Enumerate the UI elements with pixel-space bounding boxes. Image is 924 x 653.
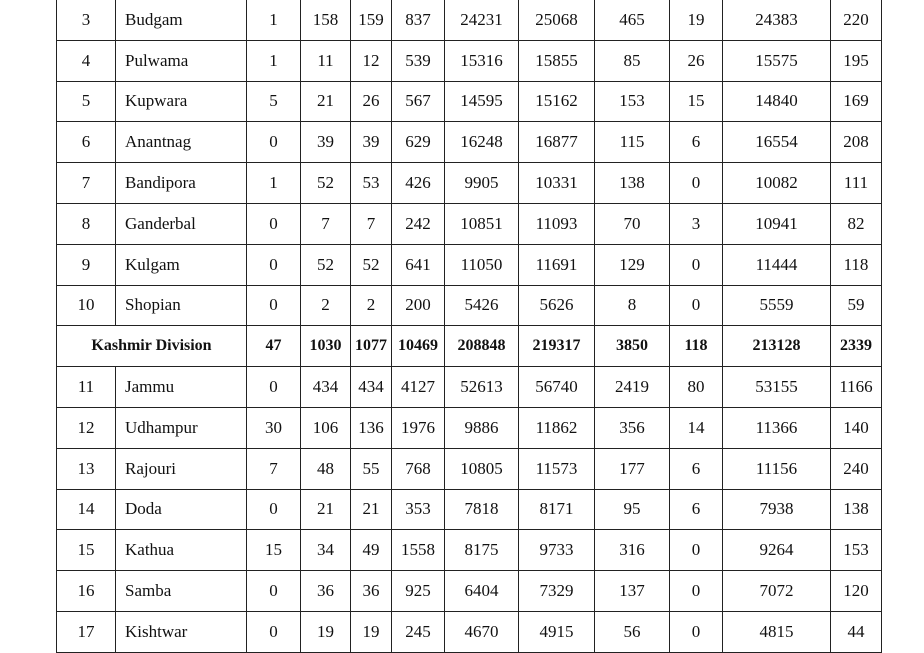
table-cell: 11862 bbox=[519, 407, 595, 448]
table-row bbox=[57, 244, 882, 285]
table-cell: 2 bbox=[301, 285, 351, 326]
table-cell: 21 bbox=[301, 489, 351, 530]
table-cell: 138 bbox=[595, 163, 670, 204]
table-cell: 0 bbox=[247, 611, 301, 652]
table-cell: 36 bbox=[351, 571, 392, 612]
table-cell: 34 bbox=[301, 530, 351, 571]
table-cell: 10082 bbox=[723, 163, 831, 204]
table-cell: 169 bbox=[831, 81, 882, 122]
table-cell: 52613 bbox=[445, 367, 519, 408]
district-name-cell: Samba bbox=[116, 571, 247, 612]
table-cell: 49 bbox=[351, 530, 392, 571]
table-cell: 10805 bbox=[445, 448, 519, 489]
table-cell: 7818 bbox=[445, 489, 519, 530]
table-cell: 70 bbox=[595, 203, 670, 244]
table-cell: 12 bbox=[351, 40, 392, 81]
district-name-cell: Kishtwar bbox=[116, 611, 247, 652]
table-cell: 0 bbox=[247, 203, 301, 244]
table-cell: 21 bbox=[351, 489, 392, 530]
table-cell: 24231 bbox=[445, 0, 519, 40]
table-cell: 11 bbox=[301, 40, 351, 81]
table-cell: 21 bbox=[301, 81, 351, 122]
table-cell: 15162 bbox=[519, 81, 595, 122]
table-cell: 15316 bbox=[445, 40, 519, 81]
table-cell: 118 bbox=[831, 244, 882, 285]
table-cell: 19 bbox=[670, 0, 723, 40]
table-cell: 220 bbox=[831, 0, 882, 40]
serial-number-cell: 14 bbox=[57, 489, 116, 530]
table-cell: 7 bbox=[247, 448, 301, 489]
table-cell: 10941 bbox=[723, 203, 831, 244]
serial-number-cell: 4 bbox=[57, 40, 116, 81]
table-cell: 140 bbox=[831, 407, 882, 448]
table-cell: 82 bbox=[831, 203, 882, 244]
table-cell: 59 bbox=[831, 285, 882, 326]
table-cell: 56 bbox=[595, 611, 670, 652]
serial-number-cell: 8 bbox=[57, 203, 116, 244]
table-cell: 245 bbox=[392, 611, 445, 652]
table-cell: 641 bbox=[392, 244, 445, 285]
table-cell: 48 bbox=[301, 448, 351, 489]
table-row bbox=[57, 163, 882, 204]
table-row bbox=[57, 285, 882, 326]
table-cell: 16248 bbox=[445, 122, 519, 163]
table-cell: 36 bbox=[301, 571, 351, 612]
table-cell: 14 bbox=[670, 407, 723, 448]
table-cell: 5559 bbox=[723, 285, 831, 326]
district-data-table bbox=[56, 0, 882, 653]
table-cell: 6 bbox=[670, 122, 723, 163]
table-cell: 55 bbox=[351, 448, 392, 489]
table-cell: 5426 bbox=[445, 285, 519, 326]
table-cell: 1030 bbox=[301, 326, 351, 367]
table-cell: 3850 bbox=[595, 326, 670, 367]
table-row bbox=[57, 122, 882, 163]
table-cell: 95 bbox=[595, 489, 670, 530]
table-cell: 353 bbox=[392, 489, 445, 530]
table-cell: 30 bbox=[247, 407, 301, 448]
table-cell: 213128 bbox=[723, 326, 831, 367]
table-cell: 14840 bbox=[723, 81, 831, 122]
table-cell: 7072 bbox=[723, 571, 831, 612]
table-cell: 5 bbox=[247, 81, 301, 122]
table-cell: 15575 bbox=[723, 40, 831, 81]
table-cell: 208 bbox=[831, 122, 882, 163]
table-cell: 195 bbox=[831, 40, 882, 81]
table-cell: 1976 bbox=[392, 407, 445, 448]
data-table-container bbox=[56, 0, 881, 653]
table-cell: 26 bbox=[670, 40, 723, 81]
table-cell: 0 bbox=[670, 611, 723, 652]
division-name-cell: Kashmir Division bbox=[57, 326, 247, 367]
table-cell: 11366 bbox=[723, 407, 831, 448]
table-cell: 11573 bbox=[519, 448, 595, 489]
table-cell: 7 bbox=[301, 203, 351, 244]
table-cell: 9886 bbox=[445, 407, 519, 448]
table-cell: 85 bbox=[595, 40, 670, 81]
district-name-cell: Kulgam bbox=[116, 244, 247, 285]
table-cell: 80 bbox=[670, 367, 723, 408]
table-cell: 7 bbox=[351, 203, 392, 244]
table-cell: 434 bbox=[351, 367, 392, 408]
table-cell: 242 bbox=[392, 203, 445, 244]
district-name-cell: Ganderbal bbox=[116, 203, 247, 244]
table-cell: 10469 bbox=[392, 326, 445, 367]
table-cell: 0 bbox=[670, 244, 723, 285]
table-cell: 8171 bbox=[519, 489, 595, 530]
table-cell: 426 bbox=[392, 163, 445, 204]
table-cell: 629 bbox=[392, 122, 445, 163]
table-cell: 0 bbox=[247, 489, 301, 530]
table-cell: 11691 bbox=[519, 244, 595, 285]
table-cell: 158 bbox=[301, 0, 351, 40]
serial-number-cell: 11 bbox=[57, 367, 116, 408]
table-cell: 2 bbox=[351, 285, 392, 326]
table-cell: 10851 bbox=[445, 203, 519, 244]
table-cell: 4670 bbox=[445, 611, 519, 652]
table-cell: 837 bbox=[392, 0, 445, 40]
table-cell: 10331 bbox=[519, 163, 595, 204]
district-name-cell: Budgam bbox=[116, 0, 247, 40]
district-name-cell: Kupwara bbox=[116, 81, 247, 122]
serial-number-cell: 3 bbox=[57, 0, 116, 40]
table-cell: 115 bbox=[595, 122, 670, 163]
table-cell: 52 bbox=[301, 244, 351, 285]
table-cell: 8175 bbox=[445, 530, 519, 571]
table-cell: 1 bbox=[247, 163, 301, 204]
table-row bbox=[57, 530, 882, 571]
table-cell: 52 bbox=[301, 163, 351, 204]
table-cell: 219317 bbox=[519, 326, 595, 367]
district-name-cell: Bandipora bbox=[116, 163, 247, 204]
table-cell: 177 bbox=[595, 448, 670, 489]
table-cell: 3 bbox=[670, 203, 723, 244]
table-row bbox=[57, 407, 882, 448]
serial-number-cell: 6 bbox=[57, 122, 116, 163]
table-cell: 11156 bbox=[723, 448, 831, 489]
table-cell: 925 bbox=[392, 571, 445, 612]
serial-number-cell: 7 bbox=[57, 163, 116, 204]
table-cell: 24383 bbox=[723, 0, 831, 40]
table-cell: 7938 bbox=[723, 489, 831, 530]
table-cell: 4815 bbox=[723, 611, 831, 652]
serial-number-cell: 17 bbox=[57, 611, 116, 652]
table-cell: 52 bbox=[351, 244, 392, 285]
table-row bbox=[57, 571, 882, 612]
table-cell: 2419 bbox=[595, 367, 670, 408]
table-cell: 11050 bbox=[445, 244, 519, 285]
division-total-row bbox=[57, 326, 882, 367]
table-cell: 4127 bbox=[392, 367, 445, 408]
table-cell: 0 bbox=[247, 367, 301, 408]
table-cell: 53155 bbox=[723, 367, 831, 408]
district-name-cell: Jammu bbox=[116, 367, 247, 408]
table-body bbox=[57, 0, 882, 652]
serial-number-cell: 16 bbox=[57, 571, 116, 612]
table-cell: 9264 bbox=[723, 530, 831, 571]
table-cell: 0 bbox=[670, 571, 723, 612]
table-row bbox=[57, 40, 882, 81]
table-cell: 6404 bbox=[445, 571, 519, 612]
table-cell: 138 bbox=[831, 489, 882, 530]
table-cell: 434 bbox=[301, 367, 351, 408]
table-cell: 11093 bbox=[519, 203, 595, 244]
table-row bbox=[57, 203, 882, 244]
table-cell: 208848 bbox=[445, 326, 519, 367]
table-cell: 118 bbox=[670, 326, 723, 367]
table-cell: 0 bbox=[247, 571, 301, 612]
table-cell: 7329 bbox=[519, 571, 595, 612]
table-cell: 111 bbox=[831, 163, 882, 204]
table-cell: 6 bbox=[670, 448, 723, 489]
table-cell: 9733 bbox=[519, 530, 595, 571]
district-name-cell: Anantnag bbox=[116, 122, 247, 163]
table-row bbox=[57, 367, 882, 408]
serial-number-cell: 5 bbox=[57, 81, 116, 122]
table-cell: 11444 bbox=[723, 244, 831, 285]
serial-number-cell: 12 bbox=[57, 407, 116, 448]
table-row bbox=[57, 81, 882, 122]
table-cell: 0 bbox=[247, 285, 301, 326]
table-cell: 47 bbox=[247, 326, 301, 367]
table-cell: 240 bbox=[831, 448, 882, 489]
table-cell: 1 bbox=[247, 0, 301, 40]
table-cell: 136 bbox=[351, 407, 392, 448]
table-cell: 9905 bbox=[445, 163, 519, 204]
table-cell: 44 bbox=[831, 611, 882, 652]
district-name-cell: Pulwama bbox=[116, 40, 247, 81]
table-cell: 4915 bbox=[519, 611, 595, 652]
table-cell: 0 bbox=[670, 285, 723, 326]
table-cell: 16877 bbox=[519, 122, 595, 163]
serial-number-cell: 13 bbox=[57, 448, 116, 489]
serial-number-cell: 10 bbox=[57, 285, 116, 326]
serial-number-cell: 15 bbox=[57, 530, 116, 571]
table-row bbox=[57, 489, 882, 530]
table-cell: 39 bbox=[351, 122, 392, 163]
table-cell: 0 bbox=[247, 244, 301, 285]
table-cell: 2339 bbox=[831, 326, 882, 367]
table-cell: 106 bbox=[301, 407, 351, 448]
table-cell: 39 bbox=[301, 122, 351, 163]
table-row bbox=[57, 0, 882, 40]
table-cell: 19 bbox=[301, 611, 351, 652]
table-cell: 153 bbox=[831, 530, 882, 571]
district-name-cell: Udhampur bbox=[116, 407, 247, 448]
table-cell: 1077 bbox=[351, 326, 392, 367]
table-cell: 16554 bbox=[723, 122, 831, 163]
table-cell: 26 bbox=[351, 81, 392, 122]
table-row bbox=[57, 611, 882, 652]
table-cell: 1558 bbox=[392, 530, 445, 571]
table-cell: 0 bbox=[670, 530, 723, 571]
table-cell: 15855 bbox=[519, 40, 595, 81]
table-cell: 539 bbox=[392, 40, 445, 81]
table-cell: 8 bbox=[595, 285, 670, 326]
table-cell: 129 bbox=[595, 244, 670, 285]
table-cell: 6 bbox=[670, 489, 723, 530]
table-cell: 15 bbox=[670, 81, 723, 122]
table-cell: 567 bbox=[392, 81, 445, 122]
table-cell: 53 bbox=[351, 163, 392, 204]
table-cell: 120 bbox=[831, 571, 882, 612]
district-name-cell: Kathua bbox=[116, 530, 247, 571]
table-cell: 25068 bbox=[519, 0, 595, 40]
table-cell: 1166 bbox=[831, 367, 882, 408]
table-cell: 316 bbox=[595, 530, 670, 571]
district-name-cell: Doda bbox=[116, 489, 247, 530]
table-cell: 200 bbox=[392, 285, 445, 326]
table-cell: 356 bbox=[595, 407, 670, 448]
table-cell: 465 bbox=[595, 0, 670, 40]
table-cell: 0 bbox=[247, 122, 301, 163]
district-name-cell: Rajouri bbox=[116, 448, 247, 489]
table-cell: 137 bbox=[595, 571, 670, 612]
table-cell: 768 bbox=[392, 448, 445, 489]
district-name-cell: Shopian bbox=[116, 285, 247, 326]
table-cell: 19 bbox=[351, 611, 392, 652]
table-cell: 5626 bbox=[519, 285, 595, 326]
table-cell: 159 bbox=[351, 0, 392, 40]
table-cell: 0 bbox=[670, 163, 723, 204]
serial-number-cell: 9 bbox=[57, 244, 116, 285]
table-cell: 1 bbox=[247, 40, 301, 81]
table-cell: 153 bbox=[595, 81, 670, 122]
table-cell: 14595 bbox=[445, 81, 519, 122]
table-row bbox=[57, 448, 882, 489]
table-cell: 15 bbox=[247, 530, 301, 571]
table-cell: 56740 bbox=[519, 367, 595, 408]
